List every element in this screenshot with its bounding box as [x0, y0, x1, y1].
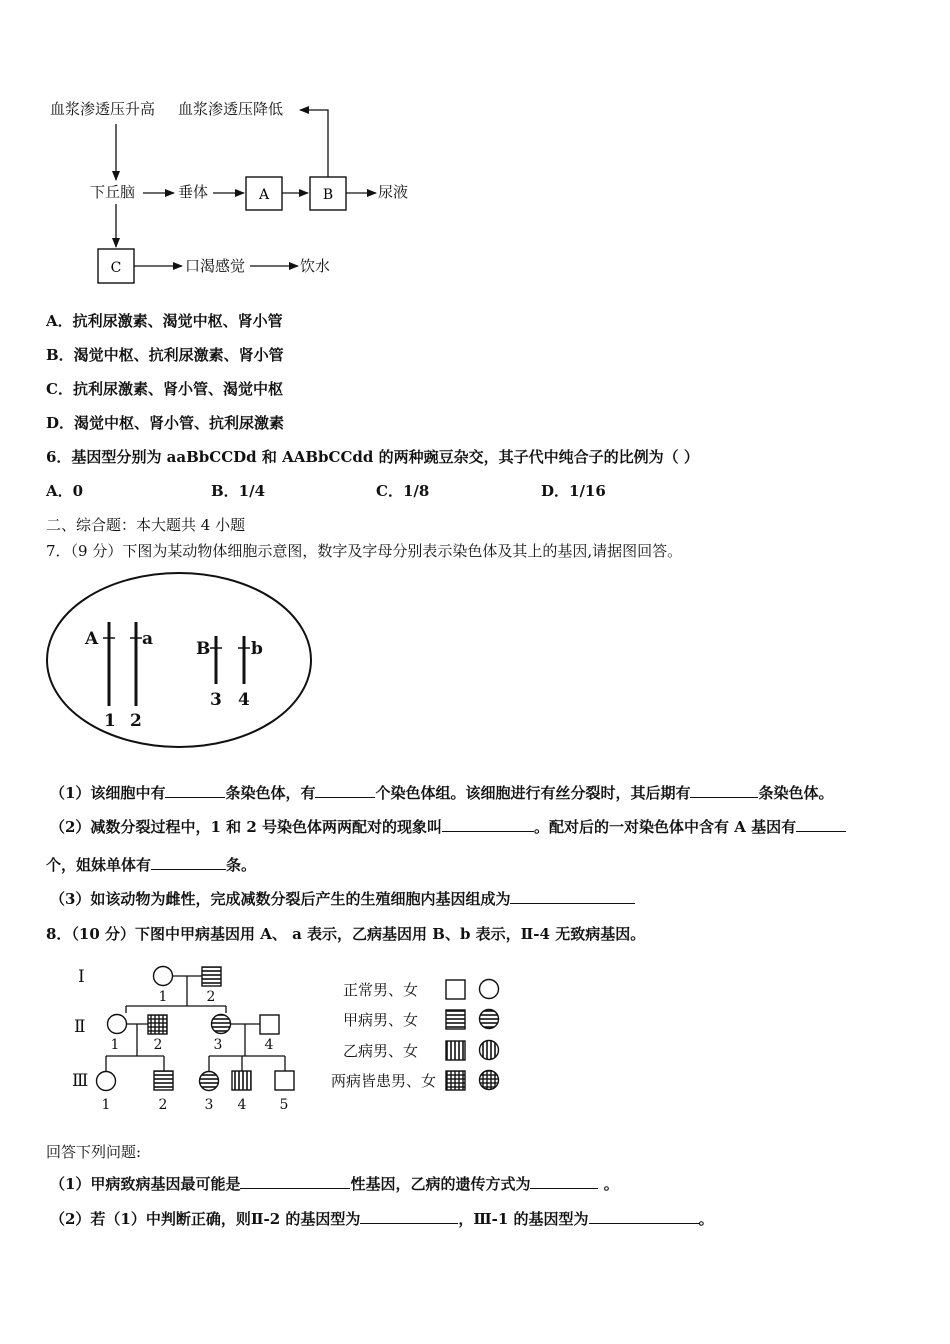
legend-both-female — [480, 1071, 499, 1090]
hypothalamus-label: 下丘脑 — [90, 183, 136, 201]
III-3-number: 3 — [204, 1097, 214, 1113]
drink-label: 饮水 — [300, 257, 331, 275]
II-4-normal-male — [260, 1015, 279, 1034]
q7-blank-synapsis[interactable] — [442, 817, 534, 832]
generation-III: Ⅲ — [72, 1071, 89, 1091]
II-2-both-diseases-male — [148, 1015, 167, 1034]
q8-part2: （2）若（1）中判断正确，则Ⅱ-2 的基因型为 ，Ⅲ-1 的基因型为 。 — [50, 1210, 714, 1228]
q7-blank-anaphase-count[interactable] — [690, 783, 758, 798]
q5-option-a: A．抗利尿激素、渴觉中枢、肾小管 — [46, 312, 283, 330]
q8-blank-disease-b-mode[interactable] — [530, 1174, 598, 1189]
plasma-down-label: 血浆渗透压降低 — [178, 100, 284, 118]
III-2-number: 2 — [158, 1097, 168, 1113]
q7-blank-chromosome-count[interactable] — [165, 783, 225, 798]
q7-part2: （2）减数分裂过程中，1 和 2 号染色体两两配对的现象叫 。配对后的一对染色体中含有 A 基因有 — [50, 817, 846, 837]
III-4-disease-b-male — [232, 1071, 251, 1090]
II-4-number: 4 — [264, 1037, 274, 1053]
III-1-normal-female — [97, 1072, 116, 1091]
chromosome-1-number: 1 — [104, 711, 116, 731]
water-balance-diagram — [0, 0, 950, 300]
II-3-disease-a-female — [212, 1015, 231, 1034]
legend-normal-label: 正常男、女 — [342, 981, 418, 999]
q8-stem: 8．（10 分）下图中甲病基因用 A、 a 表示，乙病基因用 B、b 表示，Ⅱ-4 无致病基因。 — [46, 925, 646, 943]
legend-normal-female — [480, 980, 499, 999]
III-2-disease-a-male — [154, 1071, 173, 1090]
I-1-number: 1 — [158, 989, 168, 1005]
gene-a-label: a — [142, 629, 154, 649]
legend-disease-a-male — [446, 1010, 465, 1029]
q7-stem: 7．（9 分）下图为某动物体细胞示意图，数字及字母分别表示染色体及其上的基因,请据图回答。 — [46, 542, 683, 560]
q7-blank-chromosome-set[interactable] — [315, 783, 375, 798]
q8-blank-II2-genotype[interactable] — [360, 1209, 458, 1224]
legend-both-label: 两病皆患男、女 — [330, 1072, 436, 1090]
q7-part1: （1）该细胞中有 条染色体，有 个染色体组。该细胞进行有丝分裂时，其后期有 条染色体。 — [50, 784, 834, 802]
legend-both-male — [446, 1071, 465, 1090]
q5-option-c: C．抗利尿激素、肾小管、渴觉中枢 — [46, 380, 283, 398]
chromosome-2-number: 2 — [130, 711, 142, 731]
q5-option-b: B．渴觉中枢、抗利尿激素、肾小管 — [46, 346, 284, 364]
box-c-label: C — [110, 260, 122, 276]
cell-diagram — [40, 568, 360, 758]
generation-I: Ⅰ — [78, 967, 85, 987]
I-2-disease-a-male — [202, 967, 221, 986]
pituitary-label: 垂体 — [178, 183, 209, 201]
chromosome-4-number: 4 — [238, 690, 250, 710]
q6-stem: 6．基因型分别为 aaBbCCDd 和 AABbCCdd 的两种豌豆杂交，其子代中纯合子的比例为（ ） — [46, 448, 699, 466]
III-1-number: 1 — [101, 1097, 111, 1113]
II-1-number: 1 — [110, 1037, 120, 1053]
urine-label: 尿液 — [378, 183, 409, 201]
section-heading: 二、综合题：本大题共 4 小题 — [46, 516, 246, 534]
q8-part1: （1）甲病致病基因最可能是 性基因，乙病的遗传方式为 。 — [50, 1175, 619, 1193]
q7-blank-gene-a-count[interactable] — [796, 817, 846, 832]
legend-disease-a-female — [480, 1010, 499, 1029]
cell-membrane — [47, 573, 311, 747]
II-1-normal-female — [108, 1015, 127, 1034]
gene-B-label: B — [196, 639, 211, 659]
q6-option-c: C．1/8 — [376, 482, 430, 500]
gene-A-label: A — [85, 629, 99, 649]
q7-part3: （3）如该动物为雌性，完成减数分裂后产生的生殖细胞内基因组成为 — [50, 889, 635, 909]
q6-option-a: A．0 — [46, 482, 84, 500]
II-3-number: 3 — [213, 1037, 223, 1053]
II-2-number: 2 — [153, 1037, 163, 1053]
box-b-label: B — [322, 187, 334, 203]
q7-part2-cont: 个，姐妹单体有 条。 — [46, 856, 257, 874]
III-5-number: 5 — [279, 1097, 289, 1113]
q8-answer-intro: 回答下列问题: — [46, 1143, 142, 1161]
I-2-number: 2 — [206, 989, 216, 1005]
thirst-label: 口渴感觉 — [185, 257, 246, 275]
generation-II: Ⅱ — [74, 1017, 86, 1037]
pedigree-chart — [66, 958, 536, 1118]
III-3-disease-a-female — [200, 1072, 219, 1091]
III-4-number: 4 — [237, 1097, 247, 1113]
q8-blank-disease-a-type[interactable] — [240, 1174, 350, 1189]
legend-normal-male — [446, 980, 465, 999]
legend-disease-b-label: 乙病男、女 — [342, 1042, 418, 1060]
legend-disease-a-label: 甲病男、女 — [342, 1011, 418, 1029]
q8-blank-III1-genotype[interactable] — [589, 1209, 699, 1224]
legend-disease-b-male — [446, 1041, 465, 1060]
q6-option-b: B．1/4 — [211, 482, 266, 500]
q7-blank-gamete-genotype[interactable] — [510, 889, 635, 904]
I-1-normal-female — [154, 967, 173, 986]
q5-option-d: D．渴觉中枢、肾小管、抗利尿激素 — [46, 414, 285, 432]
legend-disease-b-female — [480, 1041, 499, 1060]
plasma-up-label: 血浆渗透压升高 — [50, 100, 156, 118]
III-5-normal-male — [275, 1071, 294, 1090]
chromosome-3-number: 3 — [210, 690, 222, 710]
box-a-label: A — [258, 187, 270, 203]
gene-b-label: b — [251, 639, 263, 659]
q6-option-d: D．1/16 — [541, 482, 606, 500]
q7-blank-chromatid-count[interactable] — [151, 855, 226, 870]
